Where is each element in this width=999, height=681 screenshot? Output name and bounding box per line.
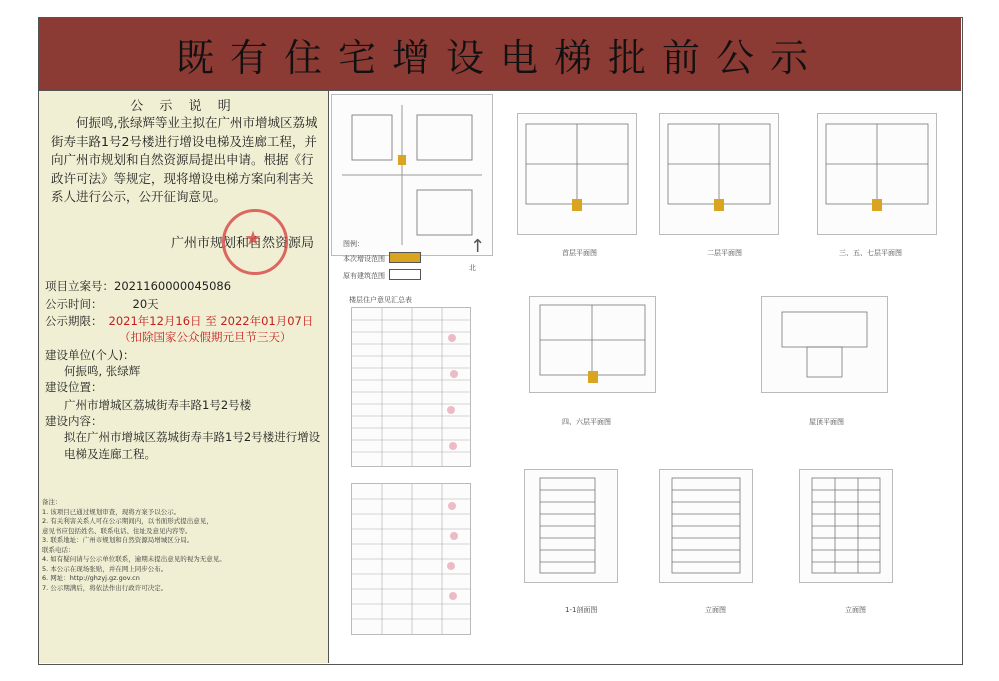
resident-table [351,307,471,467]
floor-plan-3 [817,113,937,235]
notice-panel [39,91,329,663]
notice-heading: 公 示 说 明 [130,99,237,114]
official-seal-icon [222,209,288,275]
legend-new: 本次增设范围 [343,255,385,263]
location-label: 建设位置： [45,380,103,394]
notes-block [42,498,324,593]
site-plan [331,94,493,256]
note-line: 5. 本公示在现场张贴，并在网上同步公布。 [42,564,168,573]
caption-floor-3: 三、五、七层平面图 [839,249,902,257]
legend-title: 图例： [343,240,364,248]
section-drawing [524,469,618,583]
note-line: 备注： [42,498,62,506]
roof-plan [761,296,888,393]
project-id: 项目立案号：2021160000045086 [45,279,232,293]
resident-table-2 [351,483,471,635]
content-label: 建设内容： [45,414,103,428]
north-label: 北 [469,264,476,272]
elevation-2 [799,469,893,583]
caption-elevation-2: 立面图 [845,606,866,614]
floor-plan-2 [659,113,779,235]
caption-floor-1: 首层平面图 [562,249,597,257]
notice-period: 公示时间： 20天 [45,297,159,311]
notice-range-note: （扣除国家公众假期元旦节三天） [119,330,292,344]
note-line: 4. 如有疑问请与公示单位联系，逾期未提出意见的视为无意见。 [42,555,226,563]
legend-old-swatch [389,269,421,280]
note-line: 6. 网址：http://ghzyj.gz.gov.cn [42,574,140,582]
note-line: 1. 该项目已通过规划审查，现将方案予以公示。 [42,507,181,516]
note-line: 联系电话： [42,545,75,554]
caption-floor-4: 四、六层平面图 [562,418,611,426]
caption-floor-2: 二层平面图 [707,249,742,257]
location-value: 广州市增城区荔城街寿丰路1号2号楼 [64,398,252,412]
floor-plan-4 [529,296,656,393]
caption-elevation-1: 立面图 [705,606,726,614]
caption-section: 1-1剖面图 [565,606,598,614]
agency-name: 广州市规划和自然资源局 [171,236,315,251]
note-line: 7. 公示期满后，将依法作出行政许可决定。 [42,583,168,592]
builder-label: 建设单位(个人)： [45,348,135,362]
notice-range: 公示期限： 2021年12月16日 至 2022年01月07日 [45,314,314,328]
note-line: 3. 联系地址：广州市规划和自然资源局增城区分局。 [42,536,194,544]
table-title: 楼层住户意见汇总表 [349,296,412,304]
note-line: 2. 有关利害关系人可在公示期间内，以书面形式提出意见， [42,517,213,525]
builder-value: 何振鸣, 张绿辉 [64,364,141,378]
legend-new-swatch [389,252,421,263]
drawings-panel [329,91,961,663]
north-arrow-icon: ↑ [470,236,486,257]
caption-roof: 屋顶平面图 [809,418,844,426]
floor-plan-1 [517,113,637,235]
content-value: 拟在广州市增城区荔城街寿丰路1号2号楼进行增设电梯及连廊工程。 [64,430,321,461]
page-title: 既有住宅增设电梯批前公示 [39,18,961,91]
notice-body: 何振鸣,张绿辉等业主拟在广州市增城区荔城街寿丰路1号2号楼进行增设电梯及连廊工程，并向广州市规划和自然资源局提出申请。根据《行政许可法》等规定，现将增设电梯方案向利害关系人进行公示，公开征询意见。 [51,115,318,204]
note-line: 意见书应包括姓名、联系电话、住址及意见内容等。 [42,526,192,535]
legend-old: 原有建筑范围 [343,272,385,280]
elevation-1 [659,469,753,583]
